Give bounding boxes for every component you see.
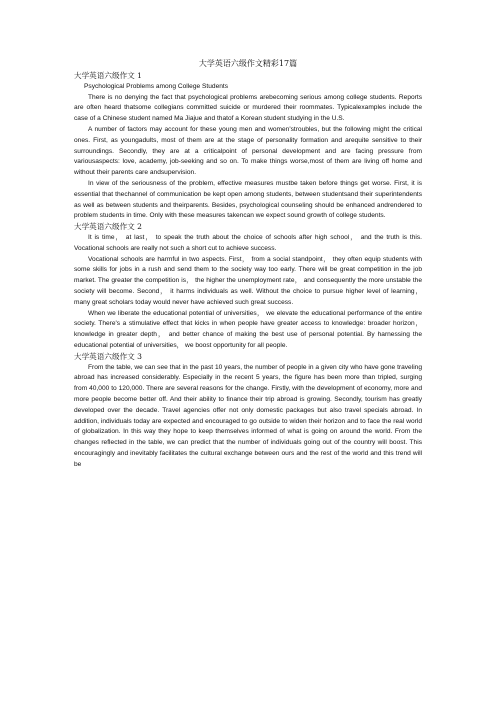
essay-section-3 [74,352,422,471]
paragraph: In view of the seriousness of the problem, effective measures mustbe taken before things get worse. First, it is essential that thechannel of communication be kept open among students, between studentsand their superintendents as well as between students and theirparents. Besides, psychological counseling should be enhanced andrendered to problem students in time. Only with these measures takencan we expect sound growth of college students. [74,179,422,220]
essay-section-1 [74,71,422,222]
section-heading: 大学英语六级作文 1 [74,71,142,80]
section-heading: 大学英语六级作文 2 [74,222,142,232]
essay-section-2 [74,222,422,352]
paragraph: It is time， at last， to speak the truth about the choice of schools after high school， and the truth is this. Vocational schools are really not such a short cut to achieve success. [74,233,422,252]
paragraph: From the table, we can see that in the past 10 years, the number of people in a given city who have gone traveling abroad has increased considerably. Especially in the recent 5 years, the figure has been more than tripled, surging from 40,000 to 120,000. There are several reasons for the change. Firstly, with the development of economy, more and more people become better off. And their ability to finance their trip abroad is growing. Secondly, tourism has greatly developed over the decade. Travel agencies offer not only domestic packages but also travel specials abroad. In addition, individuals today are expected and encouraged to go outside to widen their horizon and to face the real world of globalization. In this way they hope to keep themselves informed of what is going on around the world. From the changes reflected in the table, we can predict that the number of individuals going out of the country will boost. This encouragingly and inevitably facilitates the cultural exchange between ours and the rest of the world and this trend will be [74,363,422,468]
paragraph: Vocational schools are harmful in two aspects. First， from a social standpoint， they often equip students with some skills for jobs in a rush and send them to the society way too early. There will be great competition in the job market. The greater the competition is， the higher the unemployment rate， and consequently the more unstable the society will become. Second， it harms individuals as well. Without the choice to pursue higher level of learning， many great scholars today would never have achieved such great success. [74,255,422,306]
document-body [74,71,422,470]
section-heading: 大学英语六级作文 3 [74,351,142,361]
paragraph: When we liberate the educational potential of universities， we elevate the educational performance of the entire society. There's a stimulative effect that kicks in when people have greater access to knowledge: broader horizon， knowledge in greater depth， and better chance of making the best use of personal potential. By harnessing the educational potential of universities， we boost opportunity for all people. [74,309,422,349]
essay-title: Psychological Problems among College Students [84,82,229,90]
document-title: 大学英语六级作文精彩17篇 [198,59,298,68]
paragraph: A number of factors may account for these young men and women'stroubles, but the following might the critical ones. First, as youngadults, most of them are at the stage of personality formation and arequite sensitive to their surroundings. Secondly, they are at a criticalpoint of personal development and are facing pressure from variousaspects: love, academy, job-seeking and so on. To make things worse,most of them are living off home and without their parents care andsupervision. [74,125,422,177]
paragraph: There is no denying the fact that psychological problems arebecoming serious among college students. Reports are often heard thatsome collegians committed suicide or murdered their roommates. Typicalexamples include the case of a Chinese student named Ma Jiajue and thatof a Korean student studying in the U.S. [74,93,422,123]
